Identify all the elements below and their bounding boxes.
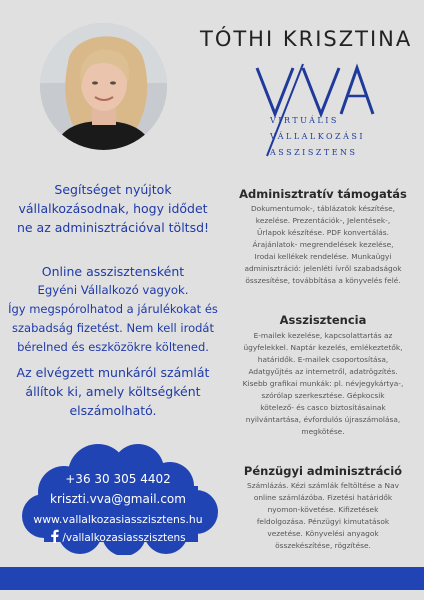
online-line-5: bérelned és eszközökre költened. [17,340,209,354]
admin-line: adminisztráció: jelenléti ívről szabadságok [244,264,402,273]
section-body-finance [228,480,418,552]
facebook-link[interactable] [18,529,218,544]
phone-number[interactable]: +36 30 305 4402 [65,472,171,486]
assistance-line: megkötése. [301,427,345,436]
section-title-assistance: Asszisztencia [279,313,367,327]
intro-line-3: ne az adminisztrációval töltsd! [16,220,210,235]
section-body-admin [228,203,418,287]
online-line-3: Így megspórolhatod a járulékokat és [8,302,218,316]
finance-line: összekészítése, rögzítése. [275,541,371,550]
bottom-strip [0,590,424,600]
finance-line: online számlázóba. Fizetési határidők [253,493,393,502]
online-text [8,262,218,357]
admin-line: Űrlapok készítése. PDF konvertálás. [257,228,389,237]
assistance-line: E-mailek kezelése, kapcsolattartás az [253,331,393,340]
admin-line: kezelése. Prezentációk-, Jelentések-, [255,216,391,225]
section-body-assistance [228,330,418,438]
invoice-line-1: Az elvégzett munkáról számlát [16,365,210,380]
facebook-handle: /vallalkozasiasszisztens [62,532,186,544]
assistance-line: ügyfelekkel. Naptár kezelés, emlékeztetők, [243,343,403,352]
assistance-line: határidők. E-mailek csoportosítása, [257,355,389,364]
section-title-admin: Adminisztratív támogatás [239,187,407,201]
logo-line-virtualis: VIRTUÁLIS [270,116,339,125]
intro-text [8,180,218,237]
online-line-2: Egyéni Vállalkozó vagyok. [37,283,189,297]
assistance-line: Adatgyűjtés az internetről, adatrögzítés. [248,367,398,376]
admin-line: Irodai kellékek rendelése. Munkaügyi [254,252,392,261]
owner-name: TÓTHI KRISZTINA [200,27,413,51]
email-address[interactable]: kriszti.vva@gmail.com [50,492,186,506]
intro-line-2: vállalkozásodnak, hogy idődet [18,201,208,216]
logo-line-vallalkozasi: VÁLLALKOZÁSI [270,132,366,141]
section-title-finance: Pénzügyi adminisztráció [243,464,403,478]
invoice-line-3: elszámolható. [69,403,157,418]
finance-line: Számlázás. Kézi számlák feltöltése a Nav [247,481,399,490]
invoice-text [8,363,218,420]
finance-line: vezetése. Könyvelési anyagok [267,529,379,538]
assistance-line: nyilvántartása, évfordulós újraszámolása, [245,415,401,424]
online-line-1: Online asszisztensként [41,264,185,279]
portrait-photo [40,23,167,150]
website-link[interactable]: www.vallalkozasiasszisztens.hu [33,513,203,526]
bottom-bar [0,567,424,590]
admin-line: Árajánlatok- megrendelések kezelése, [252,240,394,249]
facebook-icon [50,529,59,543]
invoice-line-2: állítok ki, amely költségként [25,384,201,399]
logo-line-asszisztens: ASSZISZTENS [270,148,358,157]
admin-line: Dokumentumok-, táblázatok készítése, [250,204,396,213]
assistance-line: szórólap szerkesztése. Gépkocsik [261,391,385,400]
finance-line: feldolgozása. Pénzügyi kimutatások [256,517,390,526]
assistance-line: kötelező- és casco biztosításainak [260,403,386,412]
intro-line-1: Segítséget nyújtok [54,182,172,197]
online-line-4: szabadság fizetést. Nem kell irodát [12,321,214,335]
admin-line: összesítése, továbbítása a könyvelés felé. [245,276,401,285]
finance-line: nyomon-követése. Kifizetések [267,505,379,514]
vva-logo [245,60,385,160]
assistance-line: Kisebb grafikai munkák: pl. névjegykártya-, [242,379,404,388]
